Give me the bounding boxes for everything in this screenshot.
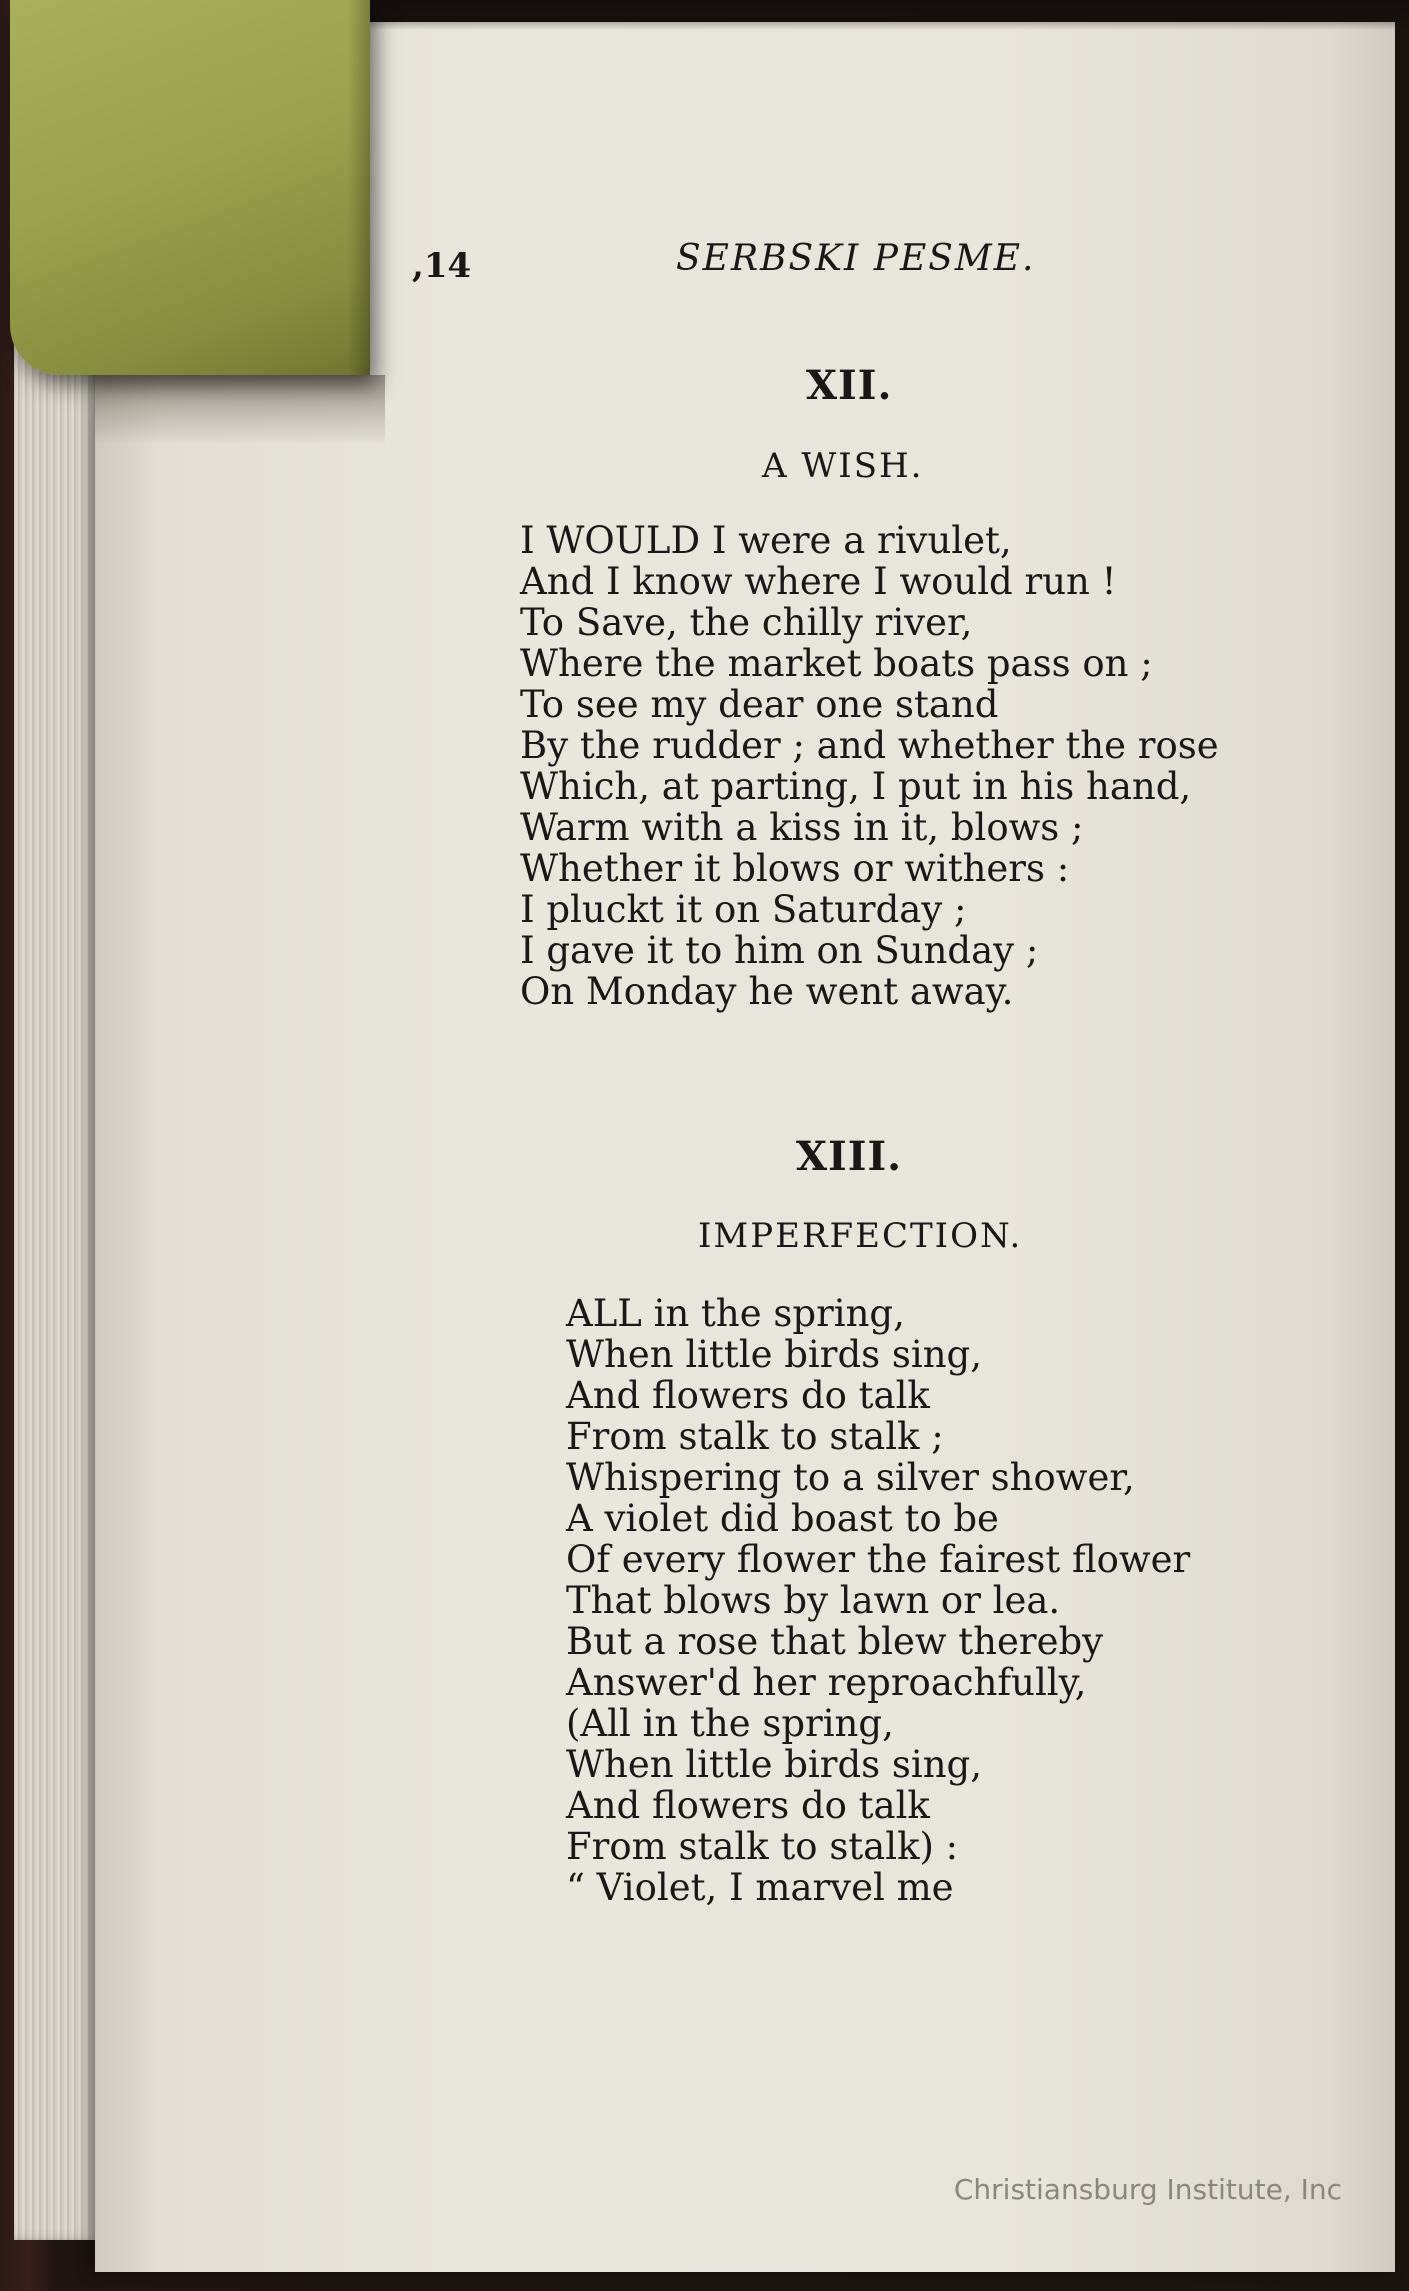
- running-head: SERBSKI PESME.: [676, 238, 1036, 279]
- poem-numeral: XIII.: [796, 1133, 903, 1180]
- poem-line: On Monday he went away.: [520, 970, 1014, 1013]
- poem-title: A WISH.: [762, 446, 924, 486]
- poem-line: A violet did boast to be: [566, 1497, 999, 1540]
- poem-line: I pluckt it on Saturday ;: [520, 888, 967, 931]
- poem-body-imperfection: [566, 1293, 1190, 1908]
- poem-line: From stalk to stalk ;: [566, 1415, 944, 1458]
- poem-line: Where the market boats pass on ;: [520, 642, 1153, 685]
- poem-line: I WOULD I were a rivulet,: [520, 519, 1012, 562]
- poem-line: Whispering to a silver shower,: [566, 1456, 1135, 1499]
- poem-line: And I know where I would run !: [520, 560, 1117, 603]
- ribbon-shadow: [95, 375, 385, 445]
- poem-line: By the rudder ; and whether the rose: [520, 724, 1219, 767]
- poem-body-a-wish: [520, 520, 1219, 1012]
- poem-line: (All in the spring,: [566, 1702, 894, 1745]
- poem-line: That blows by lawn or lea.: [566, 1579, 1061, 1622]
- poem-line: And flowers do talk: [566, 1784, 930, 1827]
- poem-line: Which, at parting, I put in his hand,: [520, 765, 1192, 808]
- poem-line: Whether it blows or withers :: [520, 847, 1070, 890]
- poem-line: Of every flower the fairest flower: [566, 1538, 1191, 1581]
- poem-line: Warm with a kiss in it, blows ;: [520, 806, 1084, 849]
- page-edges: [14, 300, 100, 2240]
- page-number: ,14: [412, 246, 472, 286]
- poem-line: ALL in the spring,: [566, 1292, 905, 1335]
- poem-numeral: XII.: [806, 362, 893, 409]
- poem-line: When little birds sing,: [566, 1743, 982, 1786]
- poem-line: From stalk to stalk) :: [566, 1825, 959, 1868]
- watermark: Christiansburg Institute, Inc: [953, 2173, 1342, 2206]
- poem-line: To see my dear one stand: [520, 683, 999, 726]
- poem-line: Answer'd her reproachfully,: [566, 1661, 1087, 1704]
- poem-line: But a rose that blew thereby: [566, 1620, 1104, 1663]
- top-shadow: [370, 0, 1409, 30]
- poem-title: IMPERFECTION.: [698, 1216, 1023, 1256]
- poem-line: When little birds sing,: [566, 1333, 982, 1376]
- poem-line: To Save, the chilly river,: [520, 601, 973, 644]
- poem-line: I gave it to him on Sunday ;: [520, 929, 1039, 972]
- green-bookmark-ribbon: [10, 0, 370, 375]
- poem-line: “ Violet, I marvel me: [566, 1866, 954, 1909]
- poem-line: And flowers do talk: [566, 1374, 930, 1417]
